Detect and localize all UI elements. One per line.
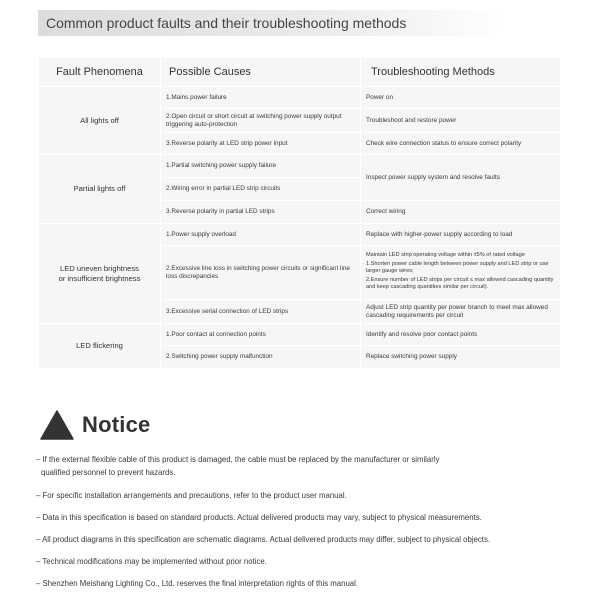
cause-cell: 2.Wiring error in partial LED strip circuits [161, 178, 361, 201]
cause-cell: 2.Open circuit or short circuit at switching power supply output triggering auto-protection [161, 109, 361, 133]
notice-item-text: – If the external flexible cable of this product is damaged, the cable must be replaced by the manufacturer or similarly [36, 455, 440, 464]
cause-cell: 3.Reverse polarity at LED strip power input [161, 133, 361, 155]
notice-item-text: – For specific installation arrangements and precautions, refer to the product user manual. [36, 491, 347, 500]
method-line: 2.Ensure number of LED strips per circuit ≤ max allowed cascading quantity and keep cascading quantities similar per circuit). [366, 276, 554, 290]
cause-cell: 2.Excessive line loss in switching power circuits or significant line loss discrepancies [161, 246, 361, 300]
method-cell: Adjust LED strip quantity per power branch to meet max allowed cascading requirements per circuit [361, 300, 561, 324]
cause-cell: 2.Switching power supply malfunction [161, 346, 361, 369]
method-cell: Identify and resolve poor contact points [361, 324, 561, 346]
faults-table [38, 57, 561, 369]
notice-item-text: – Data in this specification is based on standard products. Actual delivered products may vary, subject to physical measurements. [36, 513, 482, 522]
section-title: Common product faults and their troubleshooting methods [46, 15, 407, 31]
warning-icon [40, 410, 74, 440]
method-cell [361, 246, 561, 300]
cause-cell: 3.Excessive serial connection of LED strips [161, 300, 361, 324]
phenomenon-cell [39, 224, 161, 324]
header-causes: Possible Causes [161, 58, 361, 87]
section-header [38, 10, 506, 36]
notice-item [36, 577, 576, 590]
table-row [39, 224, 561, 246]
notice-item [36, 489, 576, 502]
notice-item [36, 453, 576, 466]
method-cell: Replace switching power supply [361, 346, 561, 369]
phenomenon-line: or insufficient brightness [58, 273, 141, 283]
phenomenon-cell: LED flickering [39, 324, 161, 369]
table-row [39, 324, 561, 346]
notice-heading [40, 408, 150, 442]
notice-item [36, 511, 576, 524]
notice-item-text: – All product diagrams in this specification are schematic diagrams. Actual delivered products may differ, subject to physical objects. [36, 535, 491, 544]
phenomenon-cell: All lights off [39, 87, 161, 155]
phenomenon-cell: Partial lights off [39, 155, 161, 224]
method-line: Maintain LED strip operating voltage within ±5% of rated voltage [366, 252, 525, 259]
method-cell: Troubleshoot and restore power [361, 109, 561, 133]
notice-title: Notice [82, 412, 151, 437]
table-row [39, 155, 561, 178]
notice-item-text: – Technical modifications may be implemented without prior notice. [36, 557, 267, 566]
method-cell-merged: Inspect power supply system and resolve faults [361, 155, 561, 201]
notice-item [36, 466, 576, 479]
notice-item [36, 555, 576, 568]
cause-cell: 1.Partial switching power supply failure [161, 155, 361, 178]
header-fault: Fault Phenomena [39, 58, 161, 87]
table-row [39, 87, 561, 109]
cause-cell: 1.Mains power failure [161, 87, 361, 109]
table-header-row [39, 58, 561, 87]
method-cell: Replace with higher-power supply according to load [361, 224, 561, 246]
cause-cell: 3.Reverse polarity in partial LED strips [161, 201, 361, 224]
cause-cell: 1.Power supply overload [161, 224, 361, 246]
method-cell: Correct wiring [361, 201, 561, 224]
method-line: 1.Shorten power cable length between power supply and LED strip or use larger gauge wires; [366, 261, 549, 274]
notice-item [36, 533, 576, 546]
method-cell: Check wire connection status to ensure correct polarity [361, 133, 561, 155]
phenomenon-line: LED uneven brightness [60, 264, 139, 274]
method-cell: Power on [361, 87, 561, 109]
notice-item-text: – Shenzhen Meishang Lighting Co., Ltd. reserves the final interpretation rights of this manual. [36, 579, 359, 588]
notice-item-text: qualified personnel to prevent hazards. [41, 468, 176, 477]
header-methods: Troubleshooting Methods [361, 58, 561, 87]
cause-cell: 1.Poor contact at connection points [161, 324, 361, 346]
notice-list [36, 453, 576, 594]
